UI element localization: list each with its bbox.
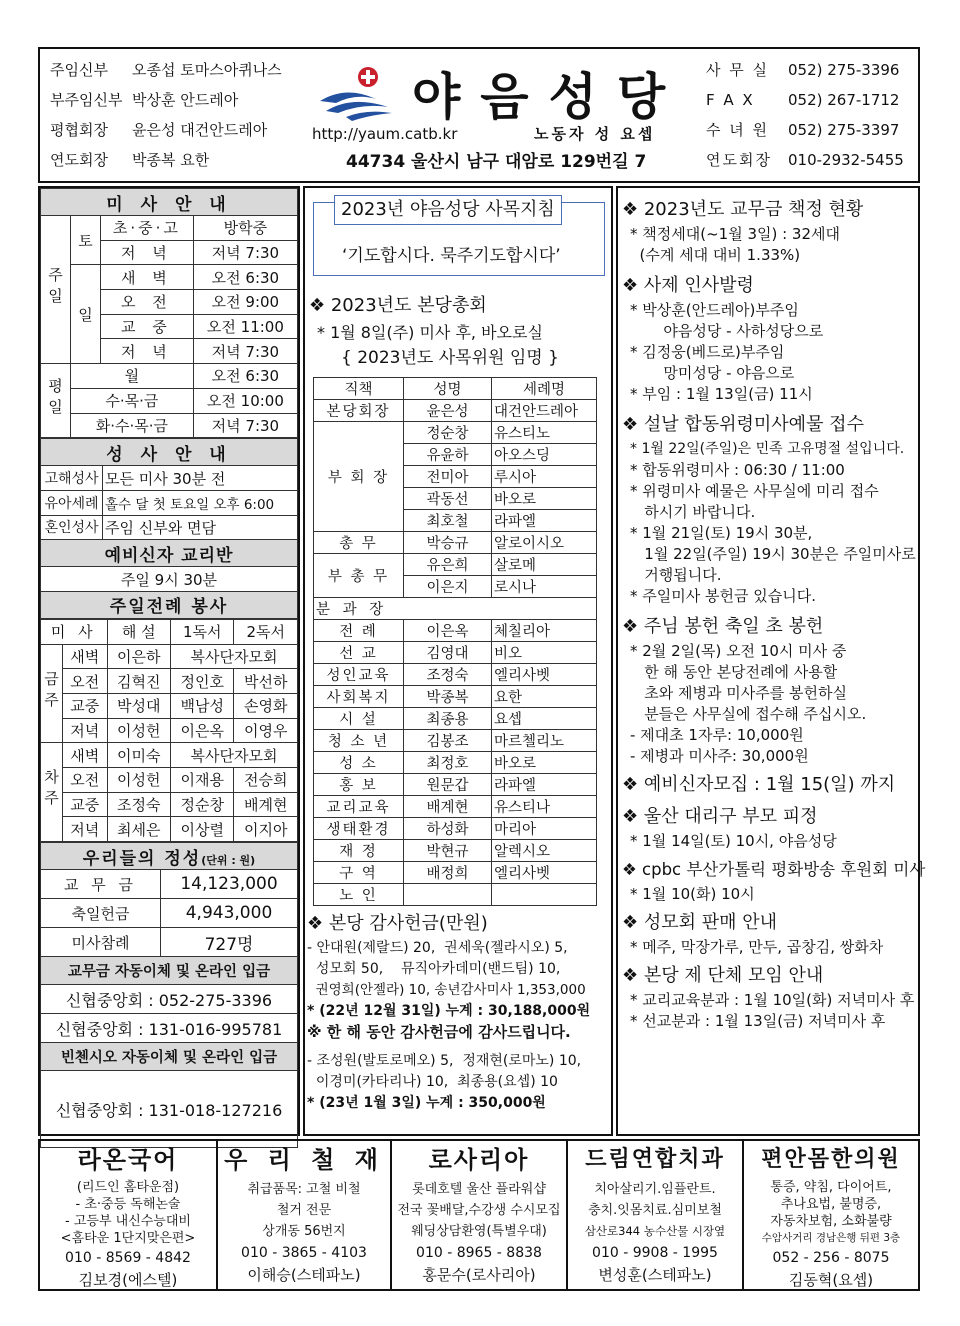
staff-row: 평협회장 윤은성 대건안드레아	[50, 121, 268, 139]
ad-line: <홈타운 1단지맞은편>	[60, 1231, 196, 1246]
committee-cell: 엘리사벳	[492, 862, 597, 884]
mass-title: 미 사 안 내	[41, 189, 298, 216]
sacrament-table	[40, 438, 298, 619]
staff-row: 연도회장 박종복 요한	[50, 151, 210, 169]
liturgy-cell: 조정숙	[107, 792, 170, 817]
liturgy-cell: 백남성	[170, 694, 233, 719]
committee-cell: 대건안드레아	[492, 400, 597, 422]
table-row	[314, 818, 597, 840]
committee-cell: 박종복	[404, 686, 492, 708]
middle-column	[303, 186, 613, 1136]
liturgy-header: 2독서	[234, 619, 298, 644]
liturgy-cell: 복사단자모회	[170, 644, 297, 669]
mass-table	[40, 188, 298, 438]
notice-line: * 1월 14일(토) 10시, 야음성당	[630, 832, 837, 850]
mass-cell: 오전 9:00	[193, 290, 297, 315]
committee-cell: 체칠리아	[492, 620, 597, 642]
liturgy-cell: 새벽	[63, 743, 108, 768]
liturgy-cell: 이은옥	[170, 718, 233, 743]
bank1-title: 교무금 자동이체 및 온라인 입금	[41, 957, 298, 985]
ad-line: 전국 꽃배달,수강생 수시모집	[397, 1203, 561, 1218]
committee-cell: 아오스딩	[492, 444, 597, 466]
catechumen-title: 예비신자 교리반	[41, 540, 298, 567]
ad-phone: 010 - 3865 - 4103	[241, 1245, 367, 1261]
committee-cell: 분 과 장	[314, 598, 597, 620]
mass-cell: 월	[71, 364, 194, 389]
right-column	[616, 186, 926, 1136]
committee-cell: 성 소	[314, 752, 404, 774]
liturgy-cell: 손영화	[234, 694, 298, 719]
ad-name: 로사리아	[428, 1146, 530, 1174]
liturgy-header: 미 사	[41, 619, 108, 644]
ad-line: 웨딩상담환영(특별우대)	[411, 1224, 547, 1239]
notice-block	[622, 411, 914, 607]
offering-cell: 미사참례	[41, 928, 161, 957]
committee-cell: 마르첼리노	[492, 730, 597, 752]
committee-cell: 부 회 장	[314, 422, 404, 532]
notice-line: * 2월 2일(목) 오전 10시 미사 중	[630, 642, 847, 660]
contact-list	[706, 55, 904, 175]
mass-cell: 오전 11:00	[193, 314, 297, 339]
committee-header: 성명	[404, 378, 492, 400]
sunday-label: 주일	[41, 216, 71, 364]
notice-block	[622, 909, 914, 958]
committee-cell: 박현규	[404, 840, 492, 862]
ad-line: 취급품목: 고철 비철	[247, 1182, 361, 1197]
ad-block	[40, 1141, 218, 1289]
committee-cell: 최종용	[404, 708, 492, 730]
committee-cell: 바오로	[492, 752, 597, 774]
notice-line: * 메주, 막장가루, 만두, 곱창김, 쌍화차	[630, 938, 884, 956]
staff-list	[50, 55, 282, 175]
committee-cell: 요한	[492, 686, 597, 708]
notice-title: ❖ cpbc 부산가톨릭 평화방송 후원회 미사	[622, 860, 926, 879]
committee-cell: 유은희	[404, 554, 492, 576]
notice-title: ❖ 2023년도 교무금 책정 현황	[622, 199, 864, 220]
liturgy-cell: 박선하	[234, 669, 298, 694]
ad-person: 김동혁(요셉)	[788, 1271, 874, 1289]
notice-line: * 선교분과 : 1월 13일(금) 저녁미사 후	[630, 1012, 886, 1030]
bank1-account: 신협중앙회 : 131-016-995781	[41, 1014, 298, 1043]
ad-line: 추나요법, 불명증,	[780, 1197, 882, 1212]
ads-bar	[38, 1139, 920, 1291]
mass-cell: 교 중	[101, 314, 194, 339]
committee-cell	[404, 884, 492, 906]
committee-cell: 곽동선	[404, 488, 492, 510]
table-row	[314, 752, 597, 774]
policy-title: 2023년 야음성당 사목지침	[334, 195, 562, 225]
policy-motto: ‘기도합시다. 묵주기도합시다’	[342, 246, 561, 266]
notice-line: * 1월 21일(토) 19시 30분,	[630, 524, 813, 542]
contact-row: 사 무 실 052) 275-3396	[706, 61, 900, 79]
liturgy-cell: 이상렬	[170, 817, 233, 842]
notice-line: (수계 세대 대비 1.33%)	[630, 246, 801, 264]
notice-line: * 김정웅(베드로)부주임	[630, 343, 785, 361]
notice-line: 야음성당 - 사하성당으로	[630, 322, 824, 340]
committee-cell: 이은옥	[404, 620, 492, 642]
notice-title: ❖ 본당 제 단체 모임 안내	[622, 965, 824, 986]
notice-line: 거행됩니다.	[630, 566, 722, 584]
left-column	[38, 186, 300, 1136]
liturgy-cell: 저녁	[63, 817, 108, 842]
offering-cell: 4,943,000	[161, 899, 298, 928]
liturgy-table	[40, 619, 298, 842]
mass-cell: 화·수·목·금	[71, 413, 194, 438]
committee-cell: 유스티노	[492, 422, 597, 444]
sacrament-title: 성 사 안 내	[41, 439, 298, 466]
committee-cell: 최호철	[404, 510, 492, 532]
staff-row: 부주임신부 박상훈 안드레아	[50, 91, 239, 109]
offering-cell: 축일헌금	[41, 899, 161, 928]
ad-phone: 052 - 256 - 8075	[772, 1250, 890, 1266]
liturgy-cell: 이성헌	[107, 718, 170, 743]
notice-block	[622, 856, 926, 905]
committee-cell: 김봉조	[404, 730, 492, 752]
ad-phone: 010 - 8965 - 8838	[416, 1245, 542, 1261]
table-row	[314, 598, 597, 620]
sacrament-cell: 주임 신부와 면담	[103, 515, 298, 540]
committee-cell: 전 례	[314, 620, 404, 642]
sacrament-cell: 고해성사	[41, 466, 103, 491]
mass-cell: 수·목·금	[71, 388, 194, 413]
liturgy-cell: 이미숙	[107, 743, 170, 768]
committee-cell: 요셉	[492, 708, 597, 730]
committee-cell: 알렉시오	[492, 840, 597, 862]
notice-line: * 책정세대(~1월 3일) : 32세대	[630, 225, 840, 243]
weekday-label: 평일	[41, 364, 71, 438]
notice-title: ❖ 울산 대리구 부모 피정	[622, 806, 818, 827]
committee-cell: 배계현	[404, 796, 492, 818]
offering-cell: 727명	[161, 928, 298, 957]
ad-person: 김보경(에스텔)	[78, 1271, 178, 1289]
committee-cell: 라파엘	[492, 774, 597, 796]
notice-line: - 제병과 미사주: 30,000원	[630, 747, 809, 765]
staff-row: 주임신부 오종섭 토마스아퀴나스	[50, 61, 282, 79]
liturgy-cell: 전승희	[234, 768, 298, 793]
contact-row: 연도회장 010-2932-5455	[706, 151, 904, 169]
liturgy-cell: 이재용	[170, 768, 233, 793]
table-row	[314, 796, 597, 818]
notice-line: * 교리교육분과 : 1월 10일(화) 저녁미사 후	[630, 991, 915, 1009]
committee-cell: 최정호	[404, 752, 492, 774]
committee-cell: 루시아	[492, 466, 597, 488]
mass-cell: 저 녁	[101, 339, 194, 364]
notice-list	[618, 188, 926, 1032]
ad-line: 충치.잇몸치료.심미보철	[588, 1203, 722, 1218]
offering-unit: (단위 : 원)	[201, 853, 256, 867]
liturgy-title: 주일전례 봉사	[41, 591, 298, 618]
ad-line: 철거 전문	[276, 1203, 332, 1218]
table-row	[314, 422, 597, 444]
notice-block	[622, 771, 914, 799]
notice-block	[622, 272, 914, 405]
committee-cell: 라파엘	[492, 510, 597, 532]
committee-cell: 정순창	[404, 422, 492, 444]
mass-cell: 저녁 7:30	[193, 240, 297, 265]
thanks-line: - 조성원(발토로메오) 5, 정재현(로마노) 10,	[307, 1053, 582, 1069]
bank1-account: 신협중앙회 : 052-275-3396	[41, 985, 298, 1014]
committee-cell: 유스티나	[492, 796, 597, 818]
ad-line: (리드인 홈타운점)	[76, 1180, 180, 1195]
committee-cell: 재 정	[314, 840, 404, 862]
liturgy-cell: 새벽	[63, 644, 108, 669]
ad-line: 상개동 56번지	[262, 1224, 346, 1239]
ad-line: 치아살리기.임플란트.	[594, 1182, 716, 1197]
committee-cell: 전미아	[404, 466, 492, 488]
next-week-label: 차주	[41, 743, 63, 842]
ad-line: 수암사거리 경남은행 뒤편 3층	[761, 1232, 901, 1244]
liturgy-cell: 복사단자모회	[170, 743, 297, 768]
table-row	[314, 708, 597, 730]
notice-line: 하시기 바랍니다.	[630, 503, 756, 521]
mass-cell: 오 전	[101, 290, 194, 315]
notice-block	[622, 962, 914, 1032]
ad-name: 우 리 철 재	[224, 1146, 384, 1174]
committee-cell: 청 소 년	[314, 730, 404, 752]
liturgy-cell: 이지아	[234, 817, 298, 842]
table-row	[314, 554, 597, 576]
table-row	[314, 686, 597, 708]
liturgy-cell: 정인호	[170, 669, 233, 694]
ad-block	[568, 1141, 744, 1289]
thanks-line: 성모회 50, 뮤직아카데미(밴드팀) 10,	[307, 961, 561, 977]
liturgy-cell: 배계현	[234, 792, 298, 817]
notice-line: * 부임 : 1월 13일(금) 11시	[630, 385, 813, 403]
committee-cell: 본당회장	[314, 400, 404, 422]
sacrament-cell: 유아세례	[41, 490, 103, 515]
liturgy-header: 1독서	[170, 619, 233, 644]
notice-title: ❖ 사제 인사발령	[622, 275, 754, 296]
committee-cell: 로시나	[492, 576, 597, 598]
committee-header: 직책	[314, 378, 404, 400]
contact-row: 수 녀 원 052) 275-3397	[706, 121, 900, 139]
liturgy-cell: 이성헌	[107, 768, 170, 793]
notice-line: * 합동위령미사 : 06:30 / 11:00	[630, 461, 845, 479]
ad-phone: 010 - 9908 - 1995	[592, 1245, 718, 1261]
mass-cell: 오전 6:30	[193, 364, 297, 389]
mass-cell: 초·중·고	[101, 216, 194, 241]
mass-cell: 새 벽	[101, 265, 194, 290]
committee-table-wrap	[313, 377, 597, 906]
table-row	[314, 642, 597, 664]
committee-cell: 원문갑	[404, 774, 492, 796]
thanks-line: * (22년 12월 31일) 누계 : 30,188,000원	[307, 1003, 591, 1019]
committee-cell: 노 인	[314, 884, 404, 906]
table-row	[314, 884, 597, 906]
header-section	[38, 47, 920, 183]
notice-line: * 주일미사 봉헌금 있습니다.	[630, 587, 816, 605]
liturgy-cell: 오전	[63, 768, 108, 793]
ad-person: 홍문수(로사리아)	[422, 1266, 536, 1284]
committee-cell: 알로이시오	[492, 532, 597, 554]
thanks-line: 권영희(안젤라) 10, 송년감사미사 1,353,000	[307, 982, 586, 998]
notice-line: * 박상훈(안드레아)부주임	[630, 301, 799, 319]
liturgy-cell: 오전	[63, 669, 108, 694]
committee-cell: 비오	[492, 642, 597, 664]
committee-cell: 배정희	[404, 862, 492, 884]
thanks-section	[307, 910, 590, 1114]
table-row	[314, 774, 597, 796]
committee-cell: 선 교	[314, 642, 404, 664]
thanks-line: - 안대원(제랄드) 20, 권세욱(젤라시오) 5,	[307, 940, 568, 956]
sacrament-cell: 혼인성사	[41, 515, 103, 540]
mass-cell: 저녁 7:30	[193, 339, 297, 364]
committee-cell: 구 역	[314, 862, 404, 884]
committee-cell: 엘리사벳	[492, 664, 597, 686]
committee-cell: 총 무	[314, 532, 404, 554]
liturgy-cell: 최세은	[107, 817, 170, 842]
ad-phone: 010 - 8569 - 4842	[65, 1250, 191, 1266]
liturgy-cell: 이영우	[234, 718, 298, 743]
ad-name: 드림연합치과	[585, 1147, 725, 1172]
thanks-line: 이경미(카타리나) 10, 최종용(요셉) 10	[307, 1074, 558, 1090]
sat-label: 토	[71, 216, 101, 265]
mass-cell: 방학중	[193, 216, 297, 241]
table-row	[314, 664, 597, 686]
offering-cell: 14,123,000	[161, 870, 298, 899]
liturgy-cell: 저녁	[63, 718, 108, 743]
thanks-line: * (23년 1월 3일) 누계 : 350,000원	[307, 1095, 546, 1111]
contact-row: F A X 052) 267-1712	[706, 91, 900, 109]
sacrament-cell: 모든 미사 30분 전	[103, 466, 298, 491]
committee-cell: 김영대	[404, 642, 492, 664]
notice-line: * 위령미사 예물은 사무실에 미리 접수	[630, 482, 879, 500]
catechumen-time: 주일 9시 30분	[41, 567, 298, 592]
committee-cell: 마리아	[492, 818, 597, 840]
committee-cell: 홍 보	[314, 774, 404, 796]
notice-line: 분들은 사무실에 접수해 주십시오.	[630, 705, 867, 723]
ad-line: - 초·중등 독해논술	[75, 1197, 181, 1212]
mass-cell: 저녁 7:30	[193, 413, 297, 438]
church-url[interactable]: http://yaum.catb.kr	[312, 125, 458, 143]
committee-cell: 하성화	[404, 818, 492, 840]
notice-title: ❖ 예비신자모집 : 1월 15(일) 까지	[622, 774, 896, 795]
committee-cell: 교리교육	[314, 796, 404, 818]
notice-block	[622, 803, 914, 852]
notice-line: 한 해 동안 본당전례에 사용할	[630, 663, 838, 681]
ad-line: 삼산로344 농수산물 시장옆	[584, 1224, 726, 1238]
bank2-title: 빈첸시오 자동이체 및 온라인 입금	[41, 1043, 298, 1071]
committee-cell: 살로메	[492, 554, 597, 576]
day-label: 일	[71, 265, 101, 364]
assembly-title: ❖ 2023년도 본당총회	[309, 295, 487, 316]
notice-block	[622, 196, 914, 266]
notice-title: ❖ 성모회 판매 안내	[622, 912, 778, 933]
liturgy-cell: 이은하	[107, 644, 170, 669]
committee-cell	[492, 884, 597, 906]
this-week-label: 금주	[41, 644, 63, 743]
appoint-title: { 2023년도 사목위원 임명 }	[341, 348, 559, 368]
table-row	[314, 840, 597, 862]
committee-cell: 유윤하	[404, 444, 492, 466]
church-title: 야음성당	[412, 68, 686, 126]
offering-table	[40, 842, 298, 1148]
liturgy-cell: 교중	[63, 694, 108, 719]
liturgy-header: 해 설	[107, 619, 170, 644]
table-row	[314, 532, 597, 554]
ad-block	[392, 1141, 568, 1289]
notice-line: * 1월 22일(주일)은 민족 고유명절 설입니다.	[630, 441, 905, 457]
committee-header: 세례명	[492, 378, 597, 400]
committee-cell: 조정숙	[404, 664, 492, 686]
church-address: 44734 울산시 남구 대암로 129번길 7	[346, 152, 647, 172]
committee-cell: 성인교육	[314, 664, 404, 686]
bank2-account: 신협중앙회 : 131-018-127216	[41, 1071, 298, 1148]
ad-block	[744, 1141, 918, 1289]
committee-cell: 박승규	[404, 532, 492, 554]
assembly-detail: * 1월 8일(주) 미사 후, 바오로실	[317, 323, 543, 342]
committee-cell: 사회복지	[314, 686, 404, 708]
liturgy-cell: 정순창	[170, 792, 233, 817]
table-row	[314, 862, 597, 884]
notice-line: 초와 제병과 미사주를 봉헌하실	[630, 684, 847, 702]
committee-cell: 바오로	[492, 488, 597, 510]
offering-title: 우리들의 정성	[82, 848, 202, 869]
table-row	[314, 620, 597, 642]
ad-person: 이해승(스테파노)	[247, 1266, 361, 1284]
notice-line: * 1월 10(화) 10시	[630, 885, 755, 903]
table-row	[314, 400, 597, 422]
notice-line: - 제대초 1자루: 10,000원	[630, 726, 804, 744]
notice-title: ❖ 주님 봉헌 축일 초 봉헌	[622, 616, 824, 637]
committee-cell: 시 설	[314, 708, 404, 730]
table-row	[314, 730, 597, 752]
liturgy-cell: 교중	[63, 792, 108, 817]
liturgy-cell: 박성대	[107, 694, 170, 719]
committee-cell: 윤은성	[404, 400, 492, 422]
ad-block	[218, 1141, 392, 1289]
committee-cell: 생태환경	[314, 818, 404, 840]
ad-line: 통증, 약침, 다이어트,	[770, 1180, 892, 1195]
sacrament-cell: 홀수 달 첫 토요일 오후 6:00	[103, 490, 298, 515]
thanks-line: ※ 한 해 동안 감사헌금에 감사드립니다.	[307, 1023, 571, 1041]
notice-line: 1월 22일(주일) 19시 30분은 주일미사로	[630, 545, 916, 563]
policy-box	[313, 199, 605, 276]
ad-line: 자동차보험, 소화불량	[770, 1214, 892, 1229]
patron-saint: 노동자 성 요셉	[534, 125, 656, 143]
mass-cell: 저 녁	[101, 240, 194, 265]
notice-line: 망미성당 - 야음으로	[630, 364, 795, 382]
committee-table	[313, 377, 597, 906]
ad-line: - 고등부 내신수능대비	[65, 1214, 191, 1229]
ad-line: 롯데호텔 울산 플라워샵	[412, 1182, 546, 1197]
church-logo-icon	[316, 63, 396, 123]
ad-person: 변성훈(스테파노)	[598, 1266, 712, 1284]
notice-block	[622, 613, 914, 767]
notice-title: ❖ 설날 합동위령미사예물 접수	[622, 414, 864, 435]
mass-cell: 오전 10:00	[193, 388, 297, 413]
committee-cell: 이은지	[404, 576, 492, 598]
committee-cell: 부 총 무	[314, 554, 404, 598]
liturgy-cell: 김혁진	[107, 669, 170, 694]
ad-name: 라온국어	[77, 1146, 179, 1174]
mass-cell: 오전 6:30	[193, 265, 297, 290]
offering-cell: 교 무 금	[41, 870, 161, 899]
thanks-title: ❖ 본당 감사헌금(만원)	[307, 913, 488, 934]
ad-name: 편안몸한의원	[761, 1147, 901, 1172]
